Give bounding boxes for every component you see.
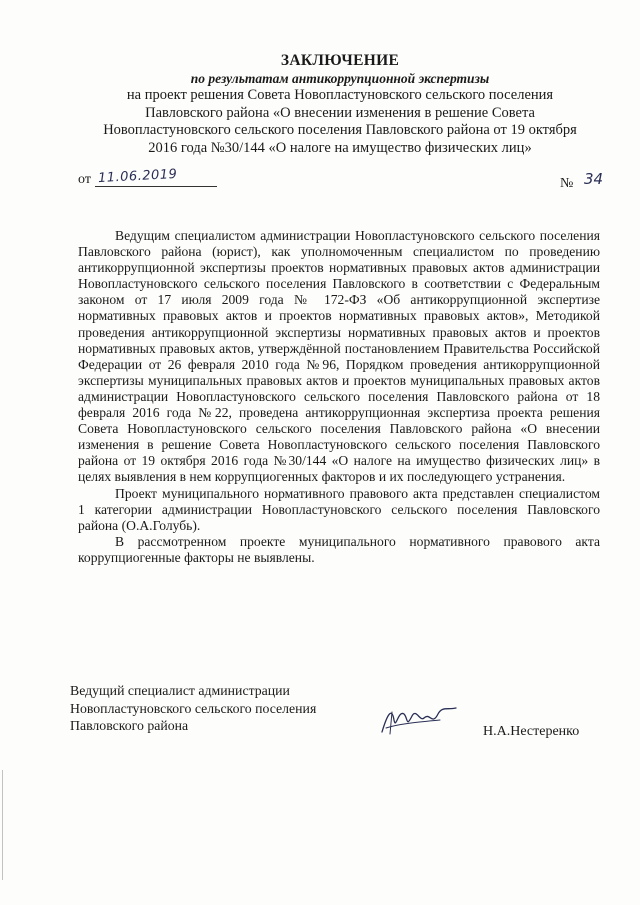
signer-name: Н.А.Нестеренко — [483, 724, 580, 739]
project-line: Новопластуновского сельского поселения Павловского района от 19 октября — [103, 122, 577, 138]
body-paragraph: Ведущим специалистом администрации Новопластуновского сельского поселения Павловского района (юрист), как уполномоченным специалистом по проведению антикоррупционной экспертизы проектов нормативных правовых актов администрации Новопластуновского сельского поселения Павловского в соответствии с Федеральным законом от 17 июля 2009 года № 172-ФЗ «Об антикоррупционной экспертизе нормативных правовых актов и проектов нормативных правовых актов», Методикой проведения антикоррупционной экспертизы нормативных правовых актов и проектов нормативных правовых актов, утверждённой постановлением Правительства Российской Федерации от 26 февраля 2010 года №96, Порядком проведения антикоррупционной экспертизы муниципальных правовых актов и проектов муниципальных правовых актов администрации Новопластуновского сельского поселения Павловского района от 18 февраля 2016 года №22, проведена антикоррупционная экспертиза проекта решения Совета Новопластуновского сельского поселения Павловского района «О внесении изменения в решение Совета Новопластуновского сельского поселения Павловского района от 19 октября 2016 года №30/144 «О налоге на имущество физических лиц» в целях выявления в нем коррупциогенных факторов и их последующего устранения. — [78, 228, 600, 485]
document-body — [78, 228, 600, 566]
handwritten-signature — [378, 702, 460, 738]
handwritten-number: 34 — [584, 170, 604, 188]
document-header — [70, 52, 610, 157]
signature-position — [70, 682, 316, 735]
body-paragraph: В рассмотренном проекте муниципального нормативного правового акта коррупциогенные факторы не выявлены. — [78, 533, 600, 565]
project-line: на проект решения Совета Новопластуновского сельского поселения — [126, 87, 554, 103]
body-paragraph: Проект муниципального нормативного правового акта представлен специалистом 1 категории администрации Новопластуновского сельского поселения Павловского района (О.А.Голубь). — [78, 485, 600, 533]
date-number-row — [78, 166, 604, 194]
date-underline — [95, 186, 217, 187]
handwritten-date: 11.06.2019 — [97, 166, 178, 187]
project-line: Павловского района «О внесении изменения в решение Совета — [145, 104, 535, 121]
date-prefix: от — [78, 172, 91, 187]
project-line: 2016 года №30/144 «О налоге на имущество физических лиц» — [148, 139, 532, 156]
position-line: Новопластуновского сельского поселения — [70, 700, 317, 716]
position-line: Павловского района — [70, 718, 189, 733]
document-subtitle: по результатам антикоррупционной экспертизы — [190, 71, 490, 86]
number-label: № — [560, 176, 574, 191]
scan-edge — [2, 770, 3, 880]
document-title: ЗАКЛЮЧЕНИЕ — [280, 52, 400, 69]
position-line: Ведущий специалист администрации — [70, 683, 290, 698]
